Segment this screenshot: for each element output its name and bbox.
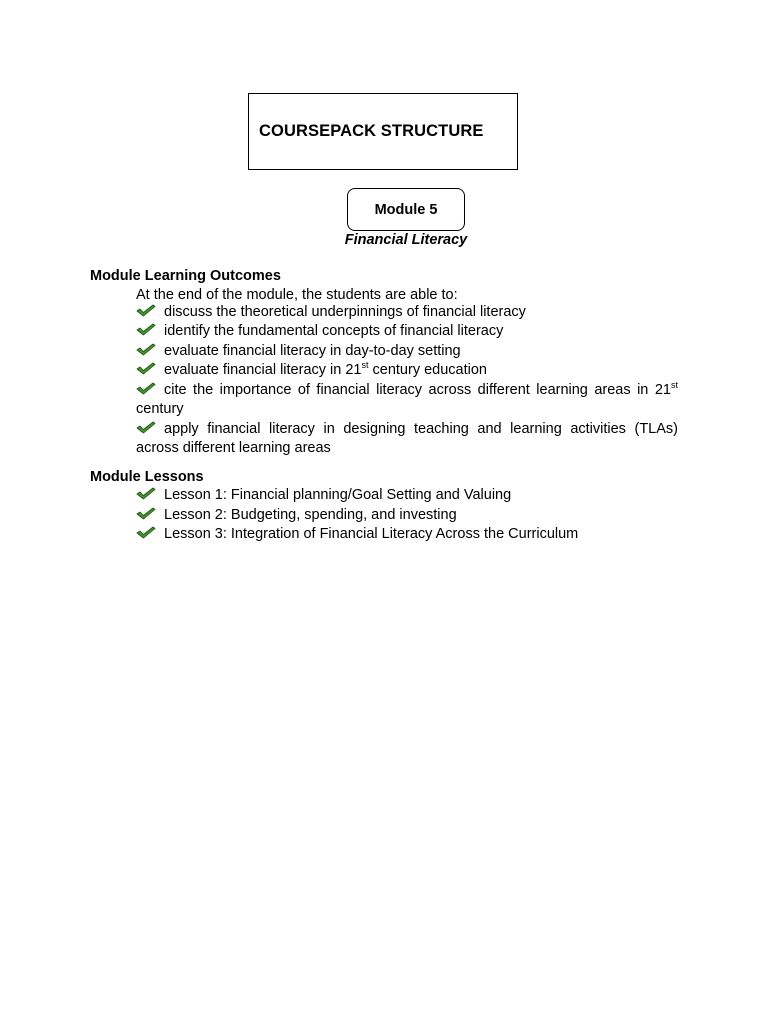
lessons-heading: Module Lessons xyxy=(90,469,204,485)
checkmark-icon xyxy=(136,421,156,434)
checkmark-icon xyxy=(136,507,156,520)
outcome-item: apply financial literacy in designing teaching and learning activities (TLAs) across different learning areas xyxy=(136,421,678,456)
outcomes-intro: At the end of the module, the students are able to: xyxy=(136,287,458,303)
module-subtitle: Financial Literacy xyxy=(344,232,468,248)
outcome-item: evaluate financial literacy in 21st century education xyxy=(136,361,678,380)
checkmark-icon xyxy=(136,487,156,500)
coursepack-title-box xyxy=(248,93,518,170)
checkmark-icon xyxy=(136,382,156,395)
module-label-box xyxy=(347,188,465,231)
outcome-item: evaluate financial literacy in day-to-day setting xyxy=(136,342,678,361)
lesson-item: Lesson 1: Financial planning/Goal Setting and Valuing xyxy=(136,486,678,505)
outcome-item: cite the importance of financial literacy across different learning areas in 21st century xyxy=(136,380,678,417)
module-label: Module 5 xyxy=(374,201,438,218)
lesson-item: Lesson 3: Integration of Financial Literacy Across the Curriculum xyxy=(136,525,678,544)
page-title: COURSEPACK STRUCTURE xyxy=(259,122,484,140)
lesson-item: Lesson 2: Budgeting, spending, and investing xyxy=(136,506,678,525)
checkmark-icon xyxy=(136,323,156,336)
outcomes-heading: Module Learning Outcomes xyxy=(90,268,281,284)
checkmark-icon xyxy=(136,343,156,356)
checkmark-icon xyxy=(136,362,156,375)
outcome-item: identify the fundamental concepts of financial literacy xyxy=(136,322,678,341)
outcome-item: discuss the theoretical underpinnings of financial literacy xyxy=(136,303,678,322)
checkmark-icon xyxy=(136,304,156,317)
checkmark-icon xyxy=(136,526,156,539)
